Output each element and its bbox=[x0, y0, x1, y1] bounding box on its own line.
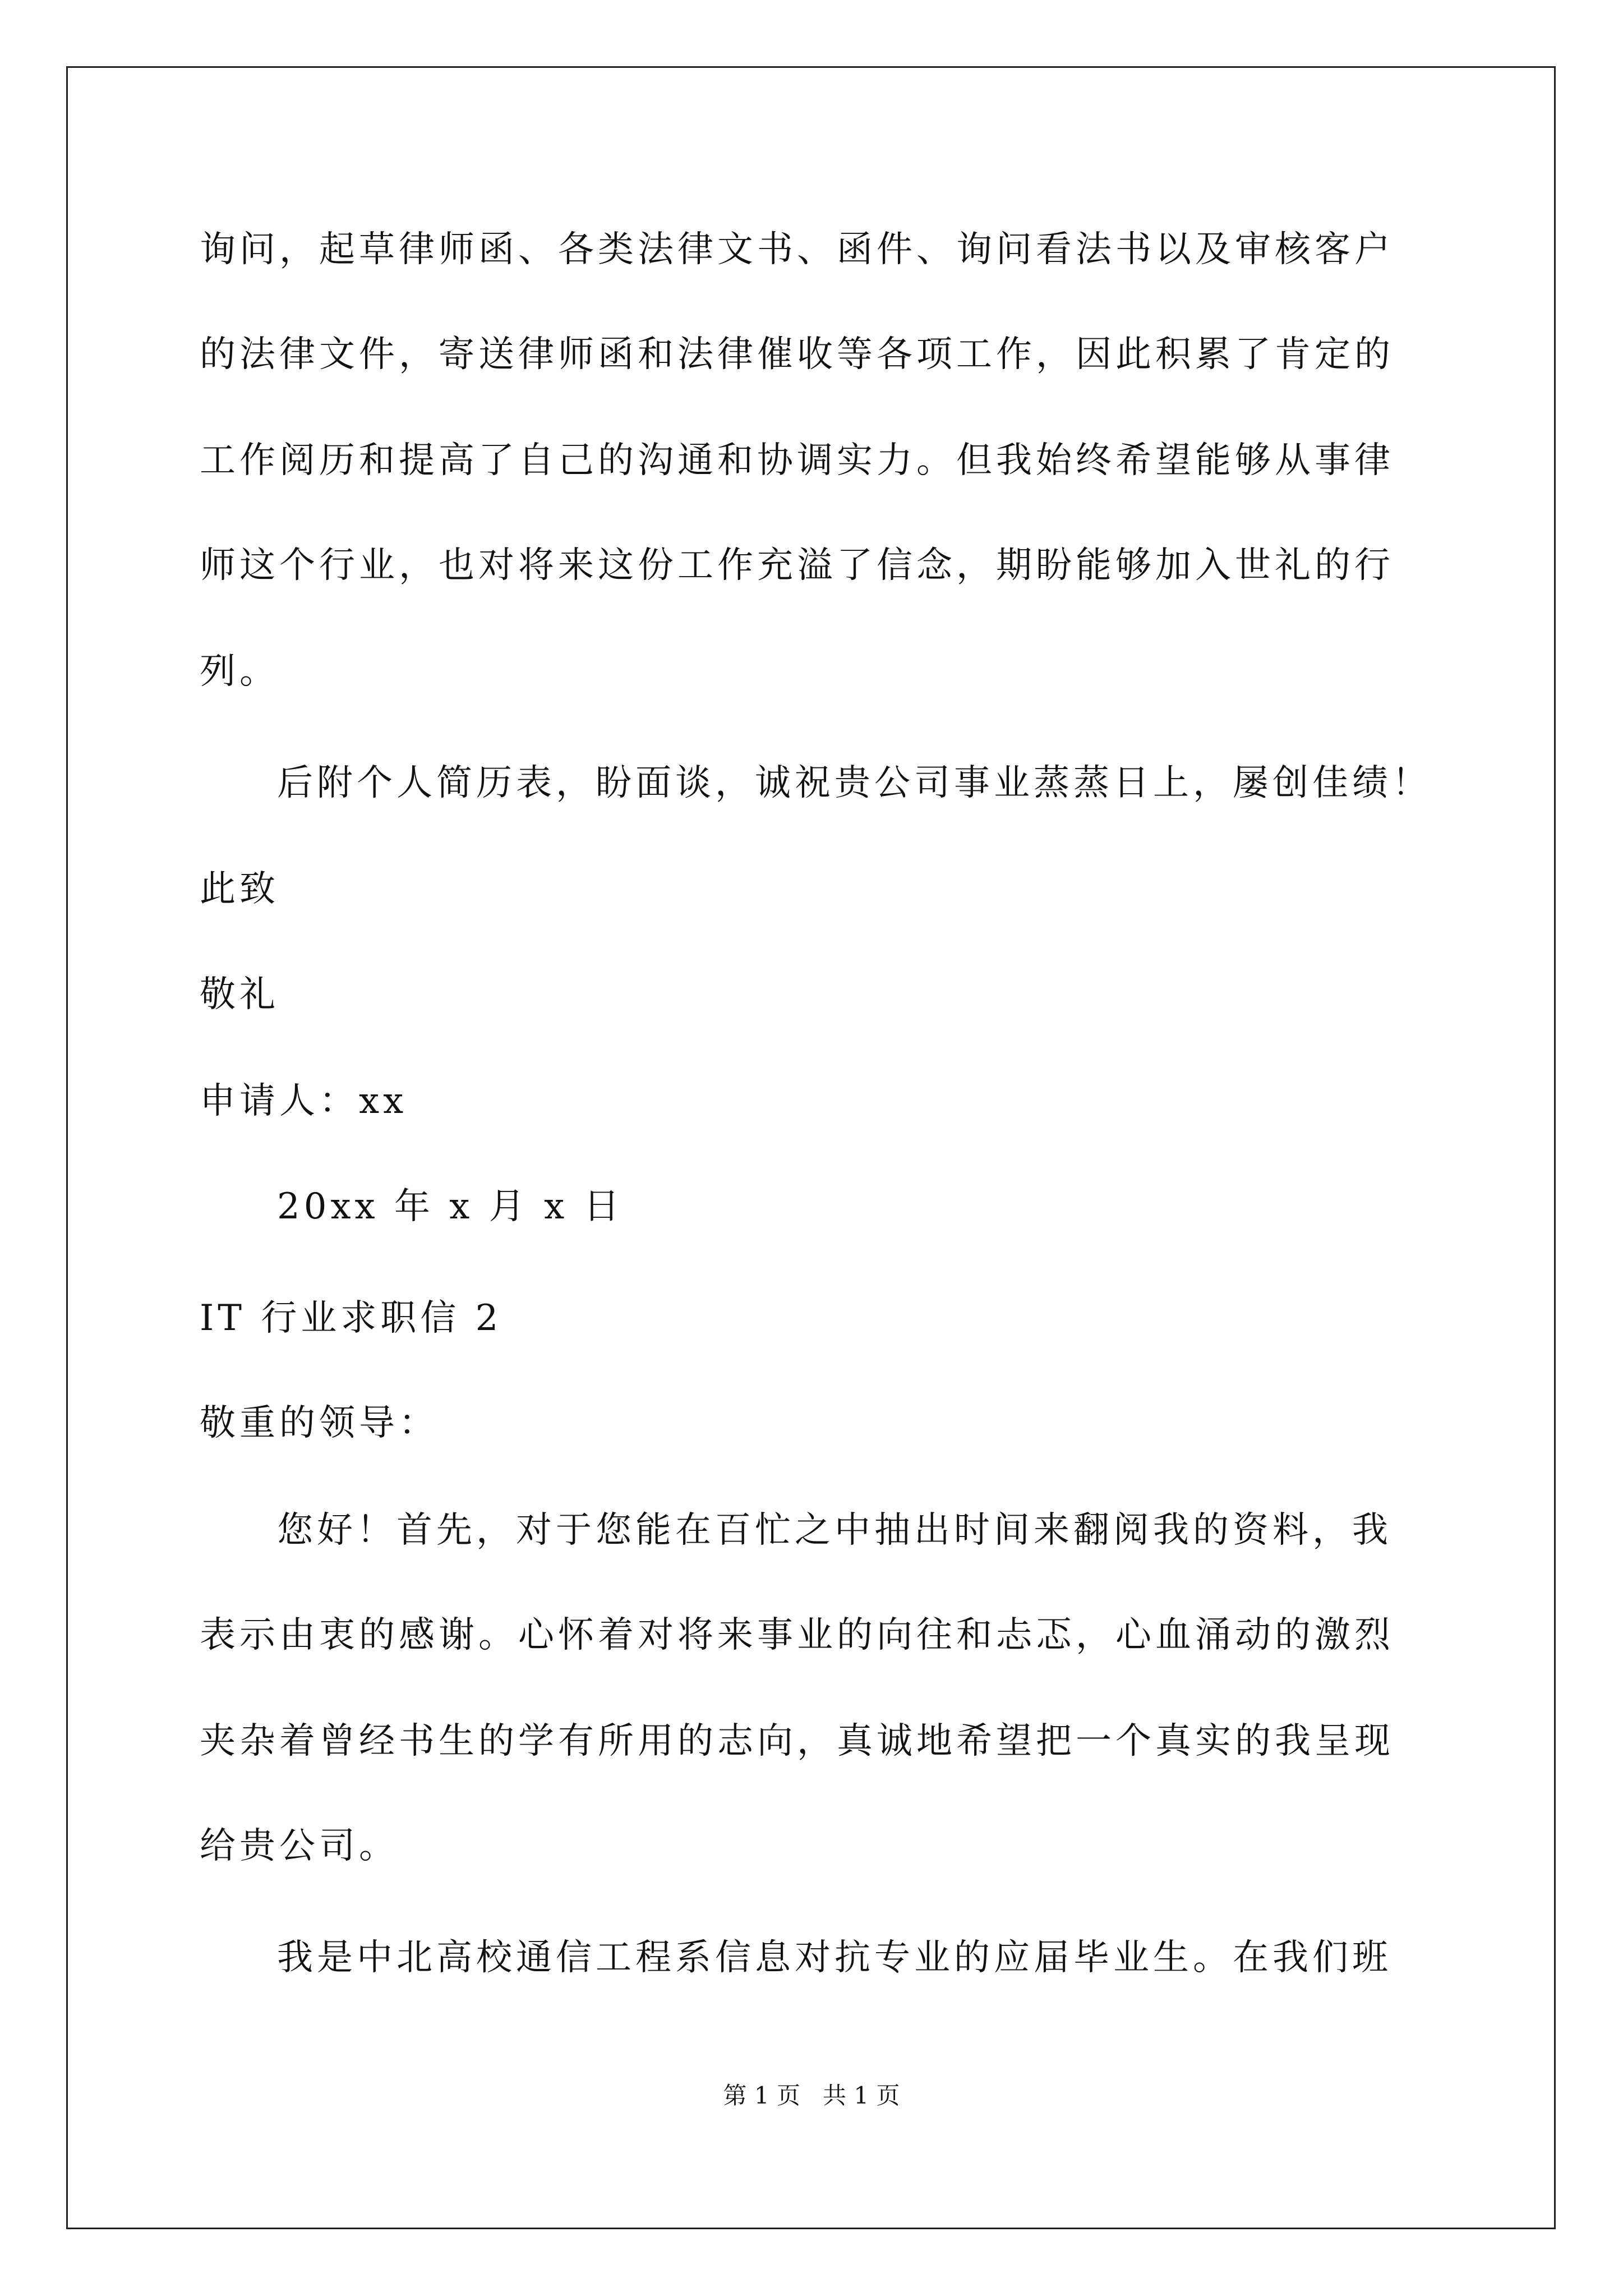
body-line-4: 师这个行业，也对将来这份工作充溢了信念，期盼能够加入世礼的行 bbox=[200, 545, 1394, 586]
body-line-9: 给贵公司。 bbox=[200, 1825, 399, 1867]
body-line-10: 我是中北高校通信工程系信息对抗专业的应届毕业生。在我们班 bbox=[277, 1937, 1392, 1978]
body-line-6: 您好！首先，对于您能在百忙之中抽出时间来翻阅我的资料，我 bbox=[277, 1510, 1392, 1551]
body-line-2: 的法律文件，寄送律师函和法律催收等各项工作，因此积累了肯定的 bbox=[200, 334, 1394, 375]
salutation-jingli: 敬礼 bbox=[200, 974, 279, 1015]
body-line-1: 询问，起草律师函、各类法律文书、函件、询问看法书以及审核客户 bbox=[200, 229, 1394, 270]
section-title: IT 行业求职信 2 bbox=[200, 1297, 502, 1339]
greeting-line: 敬重的领导： bbox=[200, 1402, 439, 1444]
body-line-7: 表示由衷的感谢。心怀着对将来事业的向往和忐忑，心血涌动的激烈 bbox=[200, 1614, 1394, 1656]
page-border bbox=[66, 66, 1556, 2229]
applicant-line: 申请人：xx bbox=[200, 1080, 408, 1122]
salutation-cizhi: 此致 bbox=[200, 868, 279, 910]
body-line-5: 列。 bbox=[200, 651, 279, 692]
closing-paragraph: 后附个人简历表，盼面谈，诚祝贵公司事业蒸蒸日上，屡创佳绩！ bbox=[277, 762, 1432, 804]
body-line-3: 工作阅历和提高了自己的沟通和协调实力。但我始终希望能够从事律 bbox=[200, 440, 1394, 481]
date-line: 20xx 年 x 月 x 日 bbox=[277, 1186, 624, 1227]
page-number-footer: 第 1 页 共 1 页 bbox=[723, 2082, 900, 2109]
body-line-8: 夹杂着曾经书生的学有所用的志向，真诚地希望把一个真实的我呈现 bbox=[200, 1720, 1394, 1762]
